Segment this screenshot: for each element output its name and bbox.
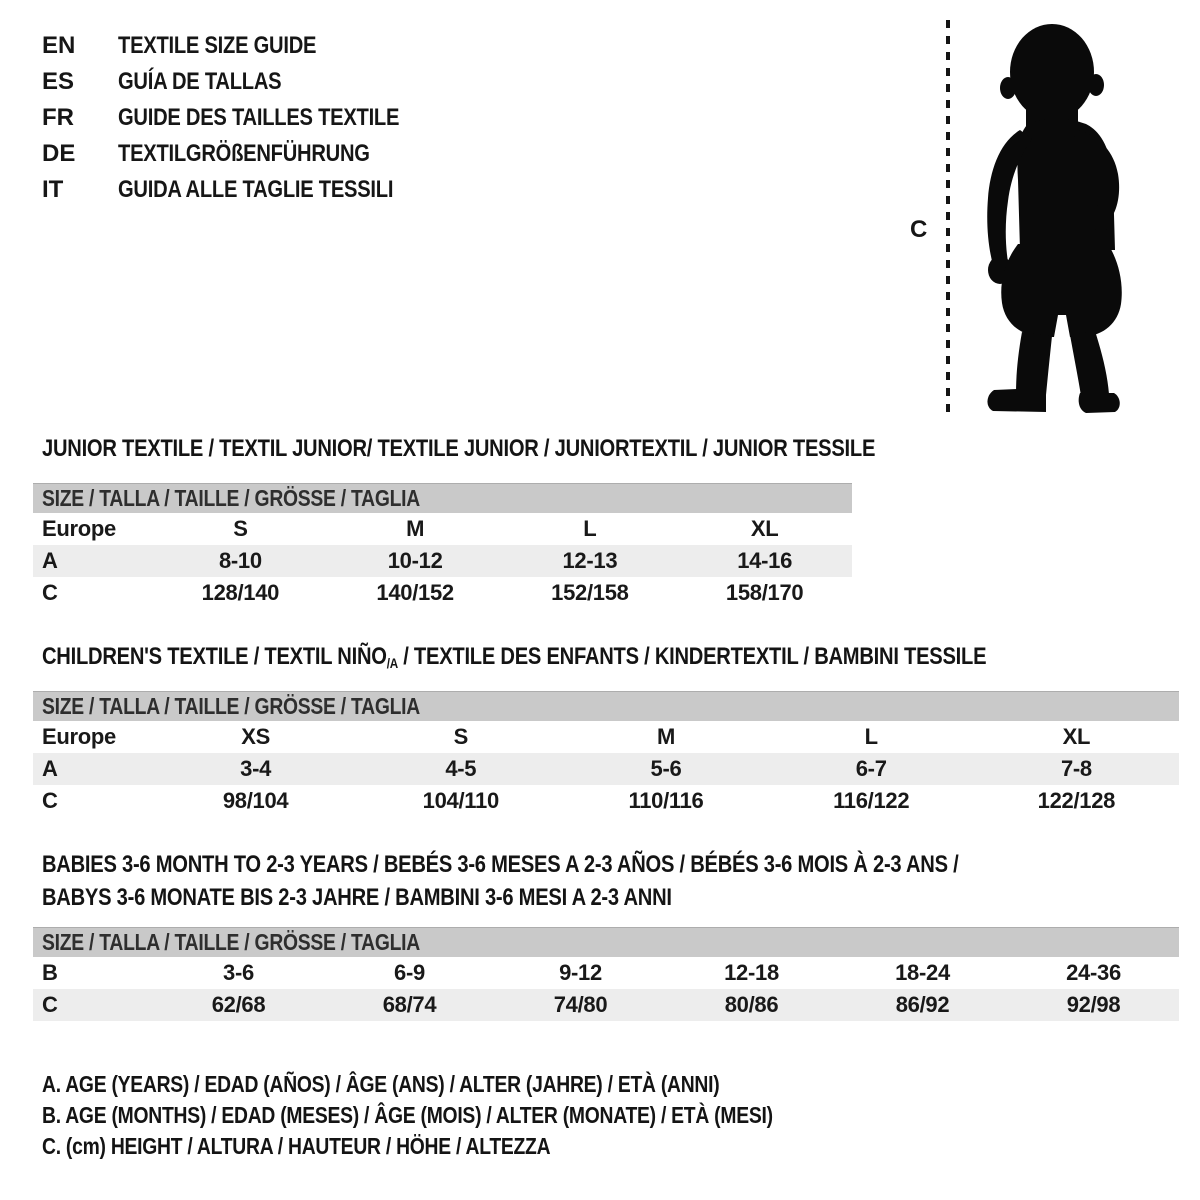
measure-label-c: C [910, 216, 928, 243]
size-cell: L [583, 516, 597, 541]
language-list [42, 28, 453, 208]
row-key: C [42, 788, 58, 813]
children-sizes-row [33, 721, 1179, 753]
junior-height-row [33, 577, 852, 609]
value-cell: 12-18 [724, 960, 779, 985]
value-cell: 86/92 [895, 992, 950, 1017]
size-header-label: SIZE / TALLA / TAILLE / GRÖSSE / TAGLIA [42, 693, 420, 719]
language-code: FR [42, 104, 74, 131]
value-cell: 8-10 [218, 548, 262, 573]
table-header-bar [33, 691, 1179, 721]
value-cell: 10-12 [387, 548, 443, 573]
language-label: GUIDA ALLE TAGLIE TESSILI [118, 176, 394, 203]
size-cell: S [233, 516, 248, 541]
value-cell: 74/80 [553, 992, 608, 1017]
language-code: ES [42, 68, 75, 95]
toddler-silhouette-icon [962, 18, 1144, 418]
size-cell: XL [1062, 724, 1091, 749]
value-cell: 4-5 [445, 756, 477, 781]
language-row-fr [42, 100, 453, 136]
section-title-babies-line2: BABYS 3-6 MONATE BIS 2-3 JAHRE / BAMBINI 3-6 MESI A 2-3 ANNI [42, 884, 672, 911]
section-title-children: CHILDREN'S TEXTILE / TEXTIL $NIÑO_{/A}$ / TEXTILE DES ENFANTS / KINDERTEXTIL / BAMBINI TESSILE [42, 643, 987, 671]
value-cell: 14-16 [737, 548, 793, 573]
value-cell: 98/104 [222, 788, 289, 813]
language-label: TEXTILGRÖßENFÜHRUNG [118, 140, 370, 167]
value-cell: 62/68 [211, 992, 266, 1017]
value-cell: 110/116 [628, 788, 704, 813]
language-row-de [42, 136, 453, 172]
title-subscript: /A [386, 654, 398, 671]
height-measure-dashed-line [946, 20, 950, 416]
language-row-es [42, 64, 453, 100]
size-cell: M [656, 724, 675, 749]
size-cell: XS [241, 724, 270, 749]
section-title-junior: JUNIOR TEXTILE / TEXTIL JUNIOR/ TEXTILE JUNIOR / JUNIORTEXTIL / JUNIOR TESSILE [42, 435, 876, 462]
babies-months-row [33, 957, 1179, 989]
region-label: Europe [42, 724, 116, 749]
section-title-babies-line1: BABIES 3-6 MONTH TO 2-3 YEARS / BEBÉS 3-6 MESES A 2-3 AÑOS / BÉBÉS 3-6 MOIS À 2-3 ANS / [42, 851, 959, 878]
children-age-row [33, 753, 1179, 785]
value-cell: 116/122 [833, 788, 910, 813]
value-cell: 80/86 [724, 992, 779, 1017]
value-cell: 128/140 [201, 580, 280, 605]
size-cell: M [406, 516, 425, 541]
row-key: A [42, 548, 58, 573]
size-header-label: SIZE / TALLA / TAILLE / GRÖSSE / TAGLIA [42, 485, 420, 511]
value-cell: 122/128 [1037, 788, 1116, 813]
language-row-it [42, 172, 453, 208]
row-key: C [42, 580, 58, 605]
value-cell: 104/110 [422, 788, 499, 813]
value-cell: 5-6 [650, 756, 682, 781]
value-cell: 152/158 [551, 580, 629, 605]
value-cell: 92/98 [1066, 992, 1121, 1017]
language-label: TEXTILE SIZE GUIDE [118, 32, 317, 59]
language-label: GUÍA DE TALLAS [118, 68, 282, 95]
legend-line-height-cm: C. (cm) HEIGHT / ALTURA / HAUTEUR / HÖHE / ALTEZZA [42, 1133, 551, 1159]
junior-size-table [33, 483, 852, 609]
value-cell: 3-6 [223, 960, 254, 985]
row-key: A [42, 756, 58, 781]
value-cell: 3-4 [240, 756, 272, 781]
children-size-table [33, 691, 1179, 817]
language-row-en [42, 28, 453, 64]
value-cell: 6-7 [855, 756, 887, 781]
junior-age-row [33, 545, 852, 577]
language-code: DE [42, 140, 76, 167]
size-header-label: SIZE / TALLA / TAILLE / GRÖSSE / TAGLIA [42, 929, 420, 955]
size-cell: L [864, 724, 878, 749]
table-header-bar [33, 927, 1179, 957]
babies-height-row [33, 989, 1179, 1021]
value-cell: 18-24 [895, 960, 950, 985]
value-cell: 24-36 [1066, 960, 1121, 985]
junior-sizes-row [33, 513, 852, 545]
children-height-row [33, 785, 1179, 817]
language-label: GUIDE DES TAILLES TEXTILE [118, 104, 400, 131]
value-cell: 68/74 [382, 992, 437, 1017]
value-cell: 6-9 [394, 960, 425, 985]
size-cell: XL [750, 516, 779, 541]
row-key: C [42, 992, 58, 1017]
language-code: IT [42, 176, 64, 203]
value-cell: 140/152 [376, 580, 454, 605]
value-cell: 7-8 [1060, 756, 1092, 781]
language-code: EN [42, 32, 76, 59]
legend-line-age-years: A. AGE (YEARS) / EDAD (AÑOS) / ÂGE (ANS) / ALTER (JAHRE) / ETÀ (ANNI) [42, 1071, 720, 1097]
value-cell: 12-13 [562, 548, 618, 573]
value-cell: 9-12 [559, 960, 602, 985]
legend-line-age-months: B. AGE (MONTHS) / EDAD (MESES) / ÂGE (MOIS) / ALTER (MONATE) / ETÀ (MESI) [42, 1102, 773, 1128]
table-header-bar [33, 483, 852, 513]
row-key: B [42, 960, 58, 985]
babies-size-table [33, 927, 1179, 1021]
value-cell: 158/170 [725, 580, 804, 605]
region-label: Europe [42, 516, 116, 541]
size-cell: S [453, 724, 468, 749]
